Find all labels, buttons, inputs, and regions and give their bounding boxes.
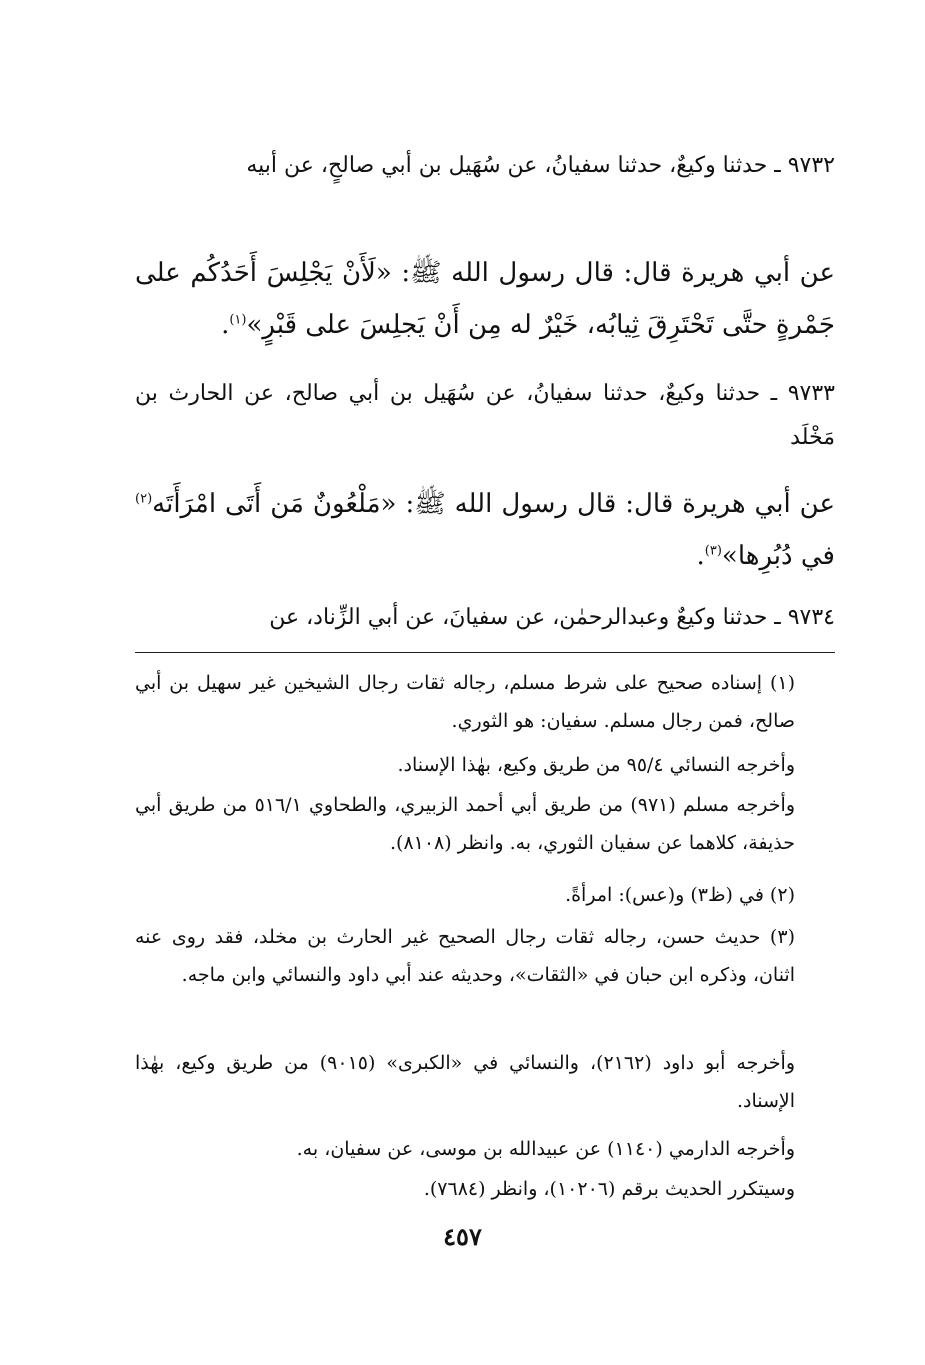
footnote-ref-1[interactable]: (١) — [229, 312, 247, 328]
hadith-9733-matn: عن أبي هريرة قال: قال رسول الله ﷺ: «مَلْعُونٌ مَن أَتَى امْرَأَتَه$^{(٢)}$ في دُبُرِها»$^{(٣)}$. — [135, 489, 835, 571]
page-number: ٤٥٧ — [443, 1222, 482, 1251]
footnote-ref-2[interactable]: (٢) — [135, 491, 153, 507]
footnote-divider — [135, 652, 835, 653]
footnote-3-line-4: وسيتكرر الحديث برقم (١٠٢٠٦)، وانظر (٧٦٨٤). — [423, 1178, 795, 1200]
hadith-9733-isnad: ٩٧٣٣ ـ حدثنا وكيعٌ، حدثنا سفيانُ، عن سُهَيل بن أبي صالح، عن الحارث بن مَخْلَد — [135, 381, 835, 450]
footnote-3: (٣) حديث حسن، رجاله ثقات رجال الصحيح غير الحارث بن مخلد، فقد روى عنه اثنان، وذكره ابن حبان في «الثقات»، وحديثه عند أبي داود والنسائي وابن ماجه. — [135, 926, 795, 986]
hadith-9732-matn: عن أبي هريرة قال: قال رسول الله ﷺ: «لَأَنْ يَجْلِسَ أَحَدُكُم على جَمْرةٍ حتَّى تَحْتَرِقَ ثِيابُه، خَيْرٌ له مِن أَنْ يَجلِسَ على قَبْرٍ»$^{(١)}$. — [135, 258, 835, 340]
footnote-1-line-2: وأخرجه النسائي ٩٥/٤ من طريق وكيع، بهٰذا الإسناد. — [397, 754, 795, 776]
hadith-9732-isnad: ٩٧٣٢ ـ حدثنا وكيعٌ، حدثنا سفيانُ، عن سُهَيل بن أبي صالحٍ، عن أبيه — [246, 153, 835, 178]
hadith-9734-isnad: ٩٧٣٤ ـ حدثنا وكيعٌ وعبدالرحمٰن، عن سفيانَ، عن أبي الزِّناد، عن — [269, 605, 835, 630]
footnote-1: (١) إسناده صحيح على شرط مسلم، رجاله ثقات رجال الشيخين غير سهيل بن أبي صالح، فمن رجال مسلم. سفيان: هو الثوري. — [135, 672, 795, 732]
footnote-3-line-3: وأخرجه الدارمي (١١٤٠) عن عبيدالله بن موسى، عن سفيان، به. — [296, 1138, 795, 1160]
footnote-1-line-3: وأخرجه مسلم (٩٧١) من طريق أبي أحمد الزبيري، والطحاوي ٥١٦/١ من طريق أبي حذيفة، كلاهما عن سفيان الثوري، به. وانظر (٨١٠٨). — [135, 794, 795, 854]
footnote-3-line-2: وأخرجه أبو داود (٢١٦٢)، والنسائي في «الكبرى» (٩٠١٥) من طريق وكيع، بهٰذا الإسناد. — [135, 1052, 795, 1112]
footnote-ref-3[interactable]: (٣) — [704, 543, 722, 559]
footnote-2: (٢) في (ظ٣) و(عس): امرأةً. — [565, 884, 795, 906]
